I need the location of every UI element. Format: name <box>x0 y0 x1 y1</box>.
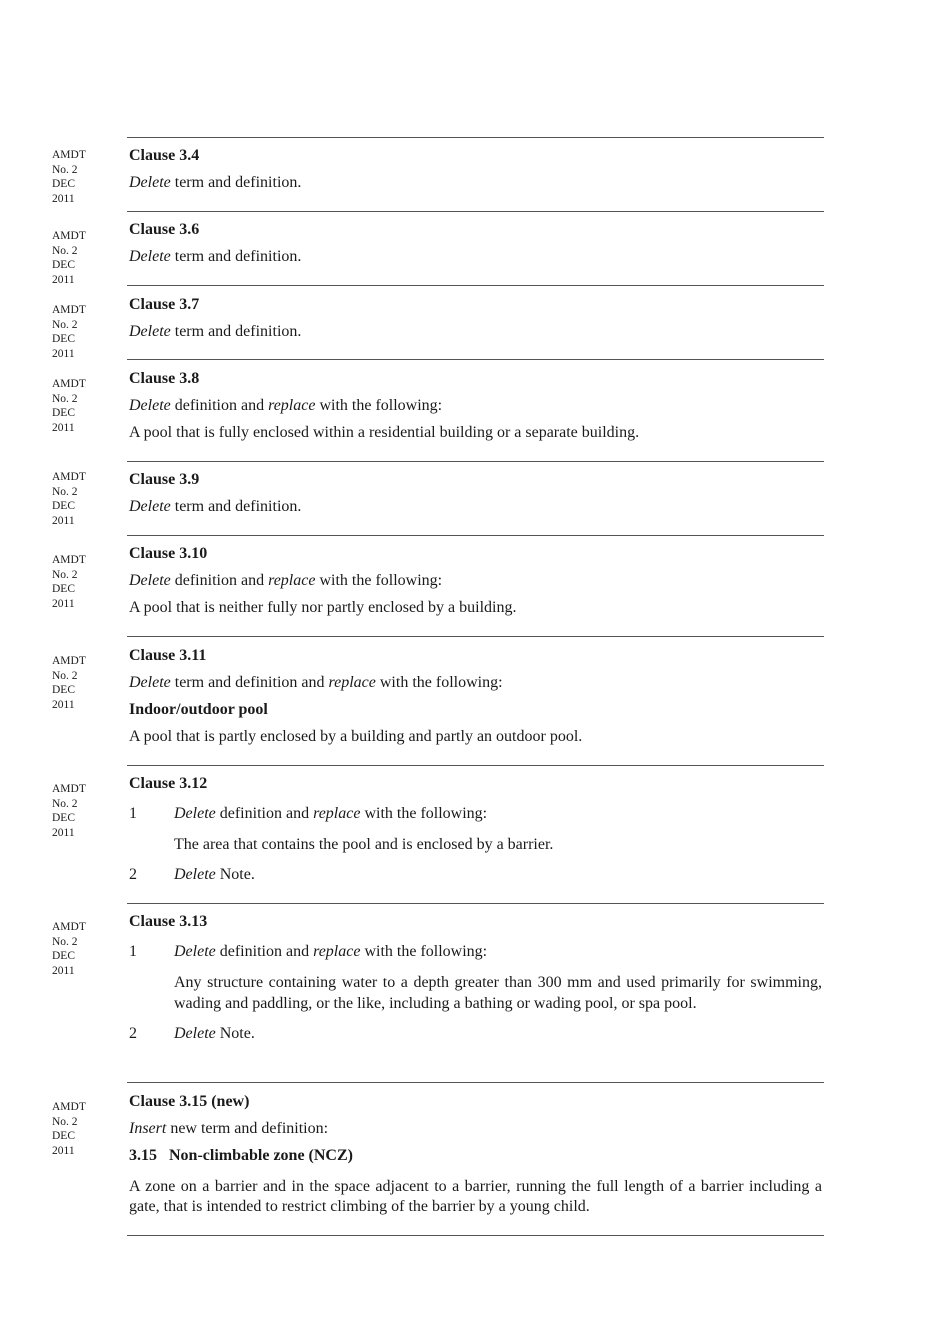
instruction: Delete Note. <box>174 866 255 883</box>
defined-term: 3.15 Non-climbable zone (NCZ) <box>129 1147 353 1164</box>
instruction: Delete Note. <box>174 1025 255 1042</box>
clause-title: Clause 3.4 <box>129 147 200 164</box>
definition-text: A pool that is neither fully nor partly enclosed by a building. <box>129 599 517 616</box>
amendment-note: AMDT No. 2 DEC 2011 <box>52 149 86 205</box>
clause-3-12 <box>129 774 822 885</box>
instruction: Delete definition and replace with the following: <box>129 397 443 414</box>
amendment-note: AMDT No. 2 DEC 2011 <box>52 471 86 527</box>
divider <box>127 1235 824 1236</box>
divider <box>127 211 824 212</box>
instruction: Insert new term and definition: <box>129 1120 329 1137</box>
divider <box>127 461 824 462</box>
clause-title: Clause 3.15 (new) <box>129 1093 250 1110</box>
definition-text: A pool that is fully enclosed within a residential building or a separate building. <box>129 424 640 441</box>
definition-text: Any structure containing water to a depth greater than 300 mm and used primarily for swimming, wading and paddling, or the like, including a bathing or wading pool, or spa pool. <box>174 974 822 1012</box>
divider <box>127 285 824 286</box>
item-number: 1 <box>129 943 137 960</box>
clause-title: Clause 3.10 <box>129 545 208 562</box>
amendment-note: AMDT No. 2 DEC 2011 <box>52 554 86 610</box>
numbered-item <box>129 804 822 824</box>
clause-title: Clause 3.11 <box>129 647 207 664</box>
defined-term: Indoor/outdoor pool <box>129 701 268 718</box>
clause-3-6 <box>129 220 822 267</box>
definition-text: A pool that is partly enclosed by a building and partly an outdoor pool. <box>129 728 583 745</box>
clause-3-8 <box>129 369 822 443</box>
clause-title: Clause 3.7 <box>129 296 200 313</box>
divider <box>127 535 824 536</box>
numbered-item <box>129 865 822 885</box>
clause-3-9 <box>129 470 822 517</box>
clause-title: Clause 3.9 <box>129 471 200 488</box>
amendment-note: AMDT No. 2 DEC 2011 <box>52 304 86 360</box>
amendment-note: AMDT No. 2 DEC 2011 <box>52 1101 86 1157</box>
definition-text: The area that contains the pool and is enclosed by a barrier. <box>174 836 554 853</box>
divider <box>127 765 824 766</box>
item-number: 2 <box>129 866 137 883</box>
definition-text: A zone on a barrier and in the space adjacent to a barrier, running the full length of a barrier including a gate, that is intended to restrict climbing of the barrier by a young child. <box>129 1178 822 1215</box>
clause-3-15 <box>129 1092 822 1217</box>
clause-title: Clause 3.12 <box>129 775 208 792</box>
divider <box>127 359 824 360</box>
instruction: Delete term and definition. <box>129 498 302 515</box>
amendment-note: AMDT No. 2 DEC 2011 <box>52 783 86 839</box>
instruction: Delete definition and replace with the following: <box>174 943 488 960</box>
instruction: Delete term and definition. <box>129 174 302 191</box>
clause-3-7 <box>129 295 822 342</box>
clause-3-11 <box>129 646 822 747</box>
numbered-item <box>129 942 822 962</box>
instruction: Delete term and definition. <box>129 323 302 340</box>
divider <box>127 636 824 637</box>
divider <box>127 1082 824 1083</box>
clause-title: Clause 3.13 <box>129 913 208 930</box>
item-number: 2 <box>129 1025 137 1042</box>
instruction: Delete term and definition. <box>129 248 302 265</box>
instruction: Delete term and definition and replace with the following: <box>129 674 503 691</box>
amendment-note: AMDT No. 2 DEC 2011 <box>52 655 86 711</box>
amendment-note: AMDT No. 2 DEC 2011 <box>52 921 86 977</box>
amendment-note: AMDT No. 2 DEC 2011 <box>52 230 86 286</box>
clause-3-13 <box>129 912 822 1044</box>
clause-3-4 <box>129 146 822 193</box>
clause-title: Clause 3.8 <box>129 370 200 387</box>
item-number: 1 <box>129 805 137 822</box>
numbered-item <box>129 1024 822 1044</box>
clause-title: Clause 3.6 <box>129 221 200 238</box>
clause-3-10 <box>129 544 822 618</box>
instruction: Delete definition and replace with the following: <box>174 805 488 822</box>
divider <box>127 903 824 904</box>
amendment-note: AMDT No. 2 DEC 2011 <box>52 378 86 434</box>
instruction: Delete definition and replace with the following: <box>129 572 443 589</box>
divider <box>127 137 824 138</box>
